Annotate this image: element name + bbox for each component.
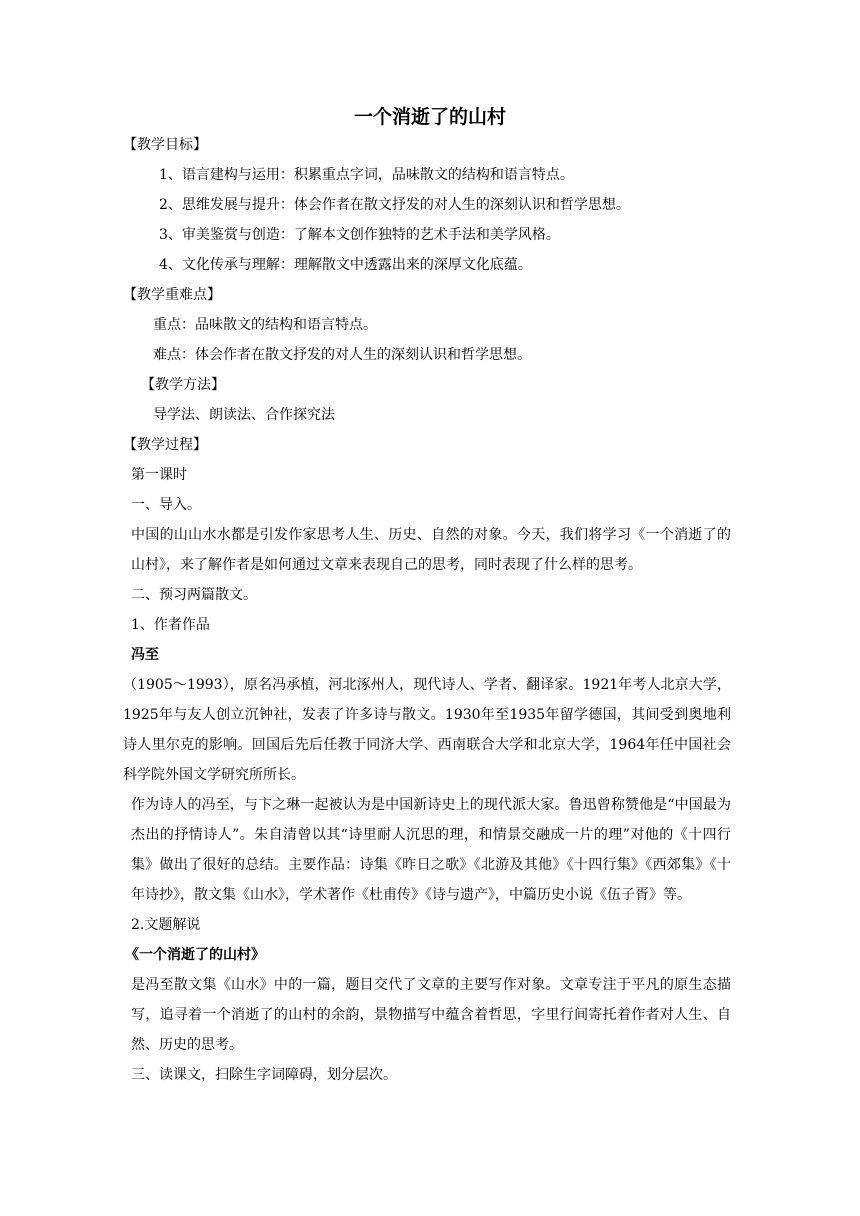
title-explain-heading: 2.文题解说 <box>131 917 201 933</box>
goal-item-2: 2、思维发展与提升：体会作者在散文抒发的对人生的深刻认识和哲学思想。 <box>159 197 630 213</box>
key-point-focus: 重点：品味散文的结构和语言特点。 <box>153 317 377 333</box>
section-2-heading: 二、预习两篇散文。 <box>131 587 257 603</box>
goals-heading: 【教学目标】 <box>123 137 207 153</box>
author-bio: （1905～1993），原名冯承植，河北涿州人，现代诗人、学者、翻译家。1921年考人北京大学，1925年与友人创立沉钟社，发表了许多诗与散文。1930年至1935年留学德国，其间受到奥地利诗人里尔克的影响。回国后先后任教于同济大学、西南联合大学和北京大学，1964年任中国社会科学院外国文学研究所所长。 <box>123 677 731 783</box>
document-title: 一个消逝了的山村 <box>353 106 506 128</box>
goal-item-3: 3、审美鉴赏与创造：了解本文创作独特的艺术手法和美学风格。 <box>159 227 560 243</box>
section-1-heading: 一、导入。 <box>131 497 201 513</box>
essay-explanation: 是冯至散文集《山水》中的一篇，题目交代了文章的主要写作对象。文章专注于平凡的原生态描写，追寻着一个消逝了的山村的余韵，景物描写中蕴含着哲思，字里行间寄托着作者对人生、自然、历史的思考。 <box>131 977 731 1053</box>
key-point-difficulty: 难点：体会作者在散文抒发的对人生的深刻认识和哲学思想。 <box>153 347 531 363</box>
methods-heading: 【教学方法】 <box>141 377 225 393</box>
essay-title: 《一个消逝了的山村》 <box>125 947 265 963</box>
section-1-text: 中国的山山水水都是引发作家思考人生、历史、自然的对象。今天，我们将学习《一个消逝了的山村》，来了解作者是如何通过文章来表现自己的思考，同时表现了什么样的思考。 <box>131 527 731 573</box>
author-name: 冯至 <box>131 647 159 663</box>
lesson-label: 第一课时 <box>131 467 187 483</box>
document-body <box>123 130 731 1090</box>
methods-text: 导学法、朗读法、合作探究法 <box>153 407 335 423</box>
author-evaluation: 作为诗人的冯至，与卞之琳一起被认为是中国新诗史上的现代派大家。鲁迅曾称赞他是“中国最为杰出的抒情诗人”。朱自清曾以其“诗里耐人沉思的理，和情景交融成一片的理”对他的《十四行集》做出了很好的总结。主要作品：诗集《昨日之歌》《北游及其他》《十四行集》《西郊集》《十年诗抄》，散文集《山水》，学术著作《杜甫传》《诗与遗产》，中篇历史小说《伍子胥》等。 <box>131 797 731 903</box>
goal-item-1: 1、语言建构与运用：积累重点字词，品味散文的结构和语言特点。 <box>159 167 574 183</box>
process-heading: 【教学过程】 <box>123 437 207 453</box>
key-points-heading: 【教学重难点】 <box>123 287 221 303</box>
section-3-heading: 三、读课文，扫除生字词障碍，划分层次。 <box>131 1067 397 1083</box>
goal-item-4: 4、文化传承与理解：理解散文中透露出来的深厚文化底蕴。 <box>159 257 532 273</box>
author-heading: 1、作者作品 <box>131 617 210 633</box>
